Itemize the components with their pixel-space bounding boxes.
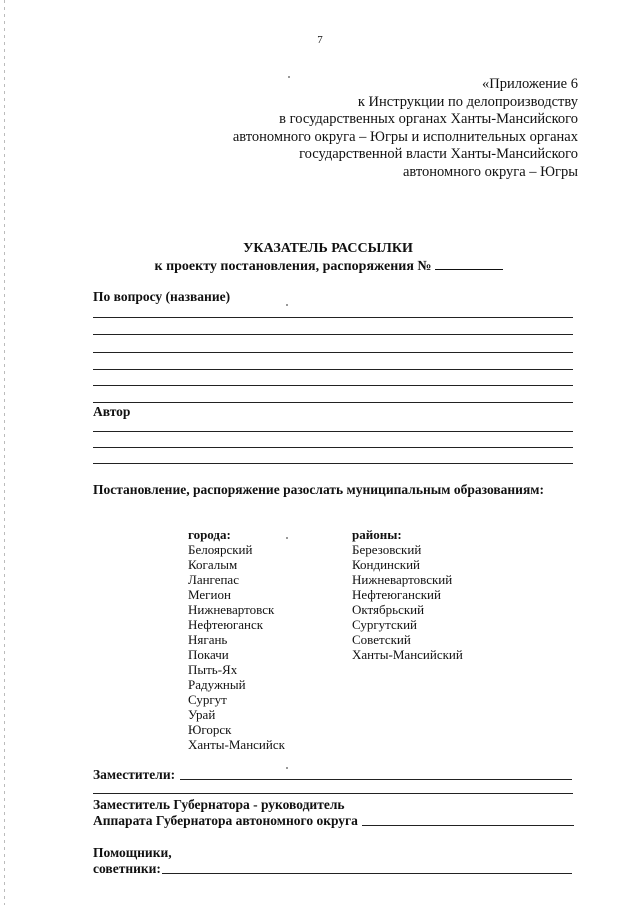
distribution-label: Постановление, распоряжение разослать муниципальным образованиям:: [93, 482, 544, 497]
advisers-line[interactable]: [162, 873, 572, 874]
district-item: Березовский: [352, 542, 422, 557]
city-item: Нягань: [188, 632, 228, 647]
deputy-governor-line[interactable]: [362, 825, 574, 826]
appendix-line: «Приложение 6: [482, 76, 578, 92]
assistants-label: Помощники,: [93, 845, 172, 860]
scan-speck: [286, 767, 288, 769]
scan-speck: [288, 76, 290, 78]
deputies-label: Заместители:: [93, 767, 176, 782]
question-line[interactable]: [93, 402, 573, 403]
city-item: Пыть-Ях: [188, 662, 238, 677]
question-line[interactable]: [93, 352, 573, 353]
city-item: Радужный: [188, 677, 246, 692]
city-item: Югорск: [188, 722, 232, 737]
scan-speck: [286, 304, 288, 306]
districts-heading: районы:: [352, 527, 402, 542]
cities-heading: города:: [188, 527, 231, 542]
deputy-governor-label-1: Заместитель Губернатора - руководитель: [93, 797, 345, 812]
deputies-line[interactable]: [180, 779, 572, 780]
document-title: [0, 240, 640, 276]
district-item: Советский: [352, 632, 411, 647]
district-item: Ханты-Мансийский: [352, 647, 463, 662]
district-item: Нижневартовский: [352, 572, 453, 587]
author-label: Автор: [93, 404, 131, 419]
question-label: По вопросу (название): [93, 289, 231, 304]
district-item: Нефтеюганский: [352, 587, 441, 602]
appendix-header: [198, 76, 578, 182]
cities-column: [188, 527, 285, 752]
author-line[interactable]: [93, 447, 573, 448]
district-item: Кондинский: [352, 557, 421, 572]
city-item: Нижневартовск: [188, 602, 275, 617]
question-line[interactable]: [93, 334, 573, 335]
city-item: Нефтеюганск: [188, 617, 264, 632]
district-item: Сургутский: [352, 617, 418, 632]
deputies-line-2[interactable]: [93, 793, 573, 794]
appendix-line: в государственных органах Ханты-Мансийского: [279, 111, 578, 128]
number-blank[interactable]: [435, 258, 503, 270]
author-line[interactable]: [93, 463, 573, 464]
city-item: Ханты-Мансийск: [188, 737, 285, 752]
city-item: Покачи: [188, 647, 229, 662]
advisers-label: советники:: [93, 861, 161, 876]
districts-column: [352, 527, 463, 662]
subtitle-text: к проекту постановления, распоряжения №: [154, 259, 432, 274]
city-item: Мегион: [188, 587, 231, 602]
city-item: Когалым: [188, 557, 238, 572]
question-line[interactable]: [93, 369, 573, 370]
city-item: Сургут: [188, 692, 227, 707]
city-item: Лангепас: [188, 572, 239, 587]
appendix-line: государственной власти Ханты-Мансийского: [299, 146, 578, 163]
scan-edge: [4, 0, 5, 905]
city-item: Урай: [188, 707, 216, 722]
deputy-governor-label-2: Аппарата Губернатора автономного округа: [93, 813, 358, 828]
appendix-line: автономного округа – Югры: [402, 163, 578, 180]
question-line[interactable]: [93, 317, 573, 318]
district-item: Октябрьский: [352, 602, 425, 617]
appendix-line: к Инструкции по делопроизводству: [357, 93, 578, 110]
scan-speck: [286, 537, 288, 539]
title-subtitle: [0, 258, 640, 276]
author-line[interactable]: [93, 431, 573, 432]
city-item: Белоярский: [188, 542, 253, 557]
appendix-line: автономного округа – Югры и исполнительных органах: [232, 128, 578, 145]
question-line[interactable]: [93, 385, 573, 386]
title-main: УКАЗАТЕЛЬ РАССЫЛКИ: [243, 241, 413, 256]
page-number: 7: [317, 34, 323, 46]
